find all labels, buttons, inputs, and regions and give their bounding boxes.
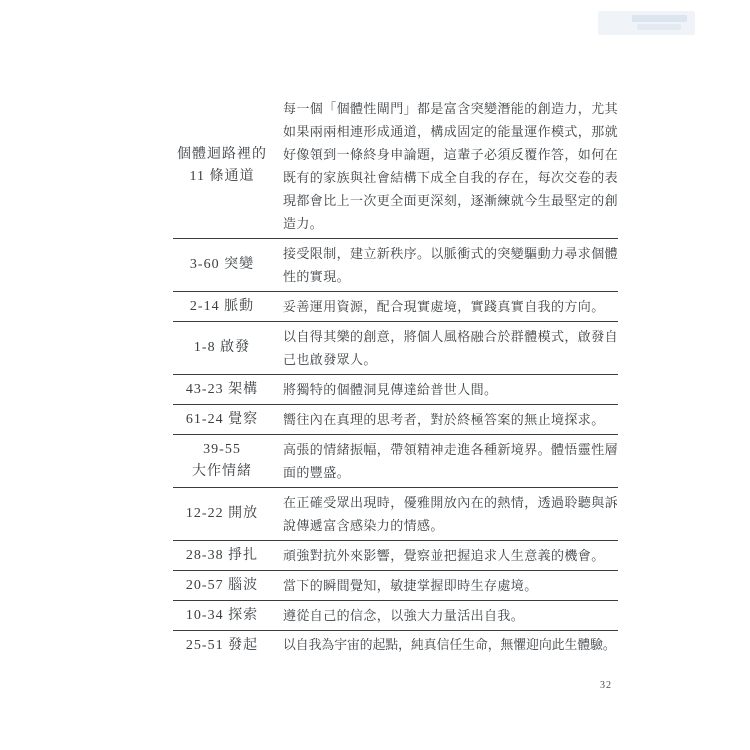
watermark-text-line — [637, 24, 681, 30]
table-row — [173, 321, 618, 374]
row-description: 將獨特的個體洞見傳達給普世人間。 — [283, 382, 498, 397]
row-description: 接受限制，建立新秩序。以脈衝式的突變驅動力尋求個體性的實現。 — [283, 246, 619, 284]
table-row — [173, 487, 618, 540]
row-header — [173, 541, 271, 570]
row-header — [173, 292, 271, 321]
row-description: 每一個「個體性閘門」都是富含突變潛能的創造力，尤其如果兩兩相連形成通道，構成固定的能量運作模式，那就好像領到一條終身申論題，這輩子必須反覆作答，如何在既有的家族與社會結構下成全自我的存在，每次交卷的表現都會比上一次更全面更深刻，逐漸練就今生最堅定的創造力。 — [283, 101, 619, 231]
row-description: 高張的情緒振幅，帶領精神走進各種新境界。體悟靈性層面的豐盛。 — [283, 442, 619, 480]
table-row — [173, 600, 618, 630]
row-header — [173, 631, 271, 660]
row-header-line: 39-55 — [203, 442, 241, 457]
row-header-line: 11 條通道 — [189, 169, 255, 184]
table-row — [173, 570, 618, 600]
row-description: 遵從自己的信念，以強大力量活出自我。 — [283, 608, 525, 623]
row-header — [173, 322, 271, 374]
channels-table — [173, 94, 618, 660]
page-number: 32 — [600, 680, 612, 691]
row-header — [173, 435, 271, 487]
table-row — [173, 630, 618, 660]
row-description: 嚮往內在真理的思考者，對於終極答案的無止境探求。 — [283, 412, 605, 427]
row-header-line: 20-57 腦波 — [185, 577, 259, 593]
row-header — [173, 239, 271, 291]
row-header-line: 大作情緒 — [192, 464, 252, 479]
row-header-line: 1-8 啟發 — [193, 340, 251, 355]
table-row — [173, 540, 618, 570]
row-header — [173, 375, 271, 404]
row-header — [173, 94, 271, 238]
row-header-line: 個體迴路裡的 — [177, 147, 267, 162]
row-header — [173, 601, 271, 630]
row-header-line: 2-14 脈動 — [189, 298, 255, 314]
table-row — [173, 374, 618, 404]
row-header — [173, 405, 271, 434]
row-header-line: 61-24 覺察 — [185, 411, 259, 427]
row-description: 頑強對抗外來影響，覺察並把握追求人生意義的機會。 — [283, 548, 605, 563]
table-row — [173, 404, 618, 434]
row-header-line: 10-34 探索 — [185, 607, 259, 623]
row-description: 以自我為宇宙的起點，純真信任生命，無懼迎向此生體驗。 — [283, 638, 616, 652]
table-row — [173, 434, 618, 487]
row-description: 在正確受眾出現時，優雅開放內在的熱情，透過聆聽與訴說傳遞富含感染力的情感。 — [283, 495, 619, 533]
row-header — [173, 488, 271, 540]
table-row — [173, 238, 618, 291]
table-row — [173, 291, 618, 321]
table-row — [173, 94, 618, 238]
row-header-line: 3-60 突變 — [189, 257, 255, 272]
row-header-line: 43-23 架構 — [185, 381, 259, 397]
watermark — [598, 11, 695, 35]
row-description: 妥善運用資源，配合現實處境，實踐真實自我的方向。 — [283, 299, 605, 314]
row-header — [173, 571, 271, 600]
row-header-line: 12-22 開放 — [185, 506, 259, 521]
row-header-line: 28-38 掙扎 — [185, 547, 259, 563]
row-header-line: 25-51 發起 — [185, 637, 259, 653]
row-description: 以自得其樂的創意，將個人風格融合於群體模式，啟發自己也啟發眾人。 — [283, 329, 619, 367]
row-description: 當下的瞬間覺知，敏捷掌握即時生存處境。 — [283, 578, 538, 593]
watermark-text-line — [632, 15, 687, 22]
